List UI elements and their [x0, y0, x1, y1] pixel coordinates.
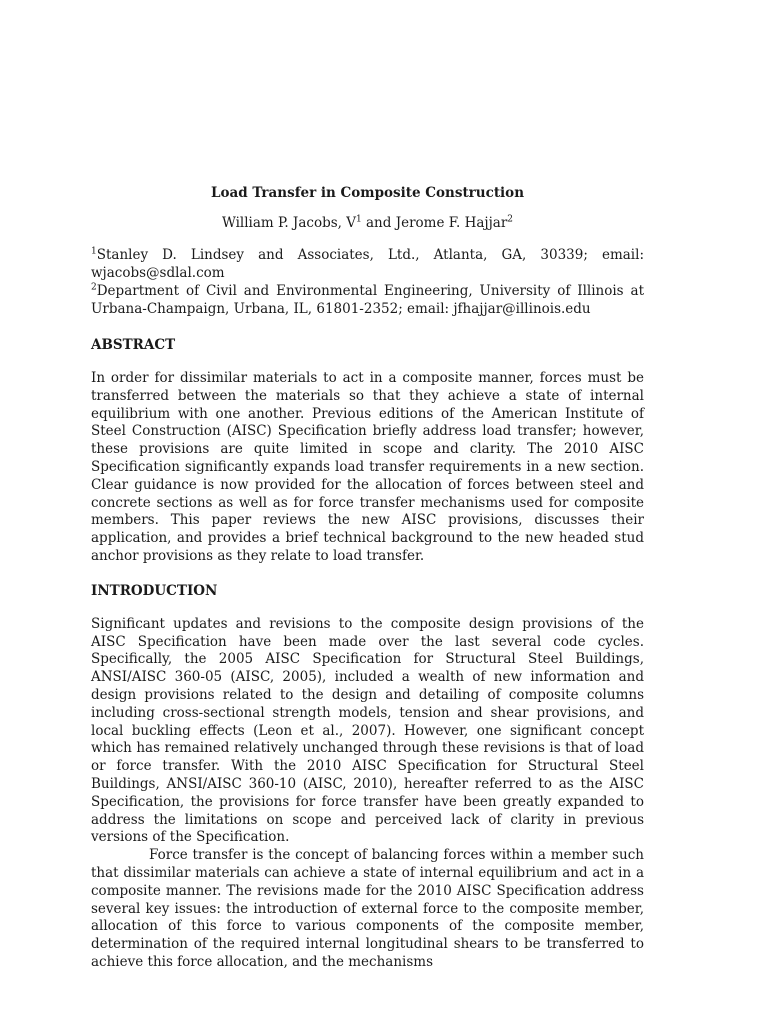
- affiliation-1: [91, 246, 644, 282]
- affiliation-2-text: Department of Civil and Environmental Engineering, University of Illinois at Urbana-Champaign, Urbana, IL, 61801-2352; email: jfhajjar@illinois.edu: [91, 283, 644, 317]
- author-2-superscript: 2: [507, 214, 514, 225]
- author-2-name: Jerome F. Hajjar: [395, 215, 508, 231]
- abstract-heading: ABSTRACT: [91, 337, 176, 353]
- affiliations: [91, 246, 644, 318]
- author-1-name: William P. Jacobs, V: [221, 215, 356, 231]
- paper-body: [91, 176, 644, 972]
- paper-title: Load Transfer in Composite Construction: [210, 185, 525, 201]
- author-1-superscript: 1: [355, 214, 362, 225]
- affiliation-2-superscript: 2: [91, 282, 97, 293]
- introduction-paragraph-1: Significant updates and revisions to the composite design provisions of the AISC Specification have been made over the last several code cycles. Specifically, the 2005 AISC Specification for Structural Steel Buildings, ANSI/AISC 360-05 (AISC, 2005), included a wealth of new information and design provisions related to the design and detailing of composite columns including cross-sectional strength models, tension and shear provisions, and local buckling effects (Leon et al., 2007). However, one significant concept which has remained relatively unchanged through these revisions is that of load or force transfer. With the 2010 AISC Specification for Structural Steel Buildings, ANSI/AISC 360-10 (AISC, 2010), hereafter referred to as the AISC Specification, the provisions for force transfer have been greatly expanded to address the limitations on scope and perceived lack of clarity in previous versions of the Specification.: [91, 615, 644, 846]
- introduction-heading: INTRODUCTION: [91, 582, 218, 599]
- author-line: [91, 214, 644, 232]
- affiliation-1-text: Stanley D. Lindsey and Associates, Ltd., Atlanta, GA, 30339; email: wjacobs@sdlal.com: [91, 247, 644, 281]
- author-connector: and: [361, 215, 396, 231]
- introduction-paragraph-2: Force transfer is the concept of balancing forces within a member such that dissimilar materials can achieve a state of internal equilibrium and act in a composite manner. The revisions made for the 2010 AISC Specification address several key issues: the introduction of external force to the composite member, allocation of this force to various components of the composite member, determination of the required internal longitudinal shears to be transferred to achieve this force allocation, and the mechanisms: [91, 847, 644, 970]
- affiliation-2: [91, 282, 644, 318]
- abstract-paragraph: In order for dissimilar materials to act in a composite manner, forces must be transferred between the materials so that they achieve a state of internal equilibrium with one another. Previous editions of the American Institute of Steel Construction (AISC) Specification briefly address load transfer; however, these provisions are quite limited in scope and clarity. The 2010 AISC Specification significantly expands load transfer requirements in a new section. Clear guidance is now provided for the allocation of forces between steel and concrete sections as well as for force transfer mechanisms used for composite members. This paper reviews the new AISC provisions, discusses their application, and provides a brief technical background to the new headed stud anchor provisions as they relate to load transfer.: [91, 370, 644, 564]
- affiliation-1-superscript: 1: [91, 246, 97, 257]
